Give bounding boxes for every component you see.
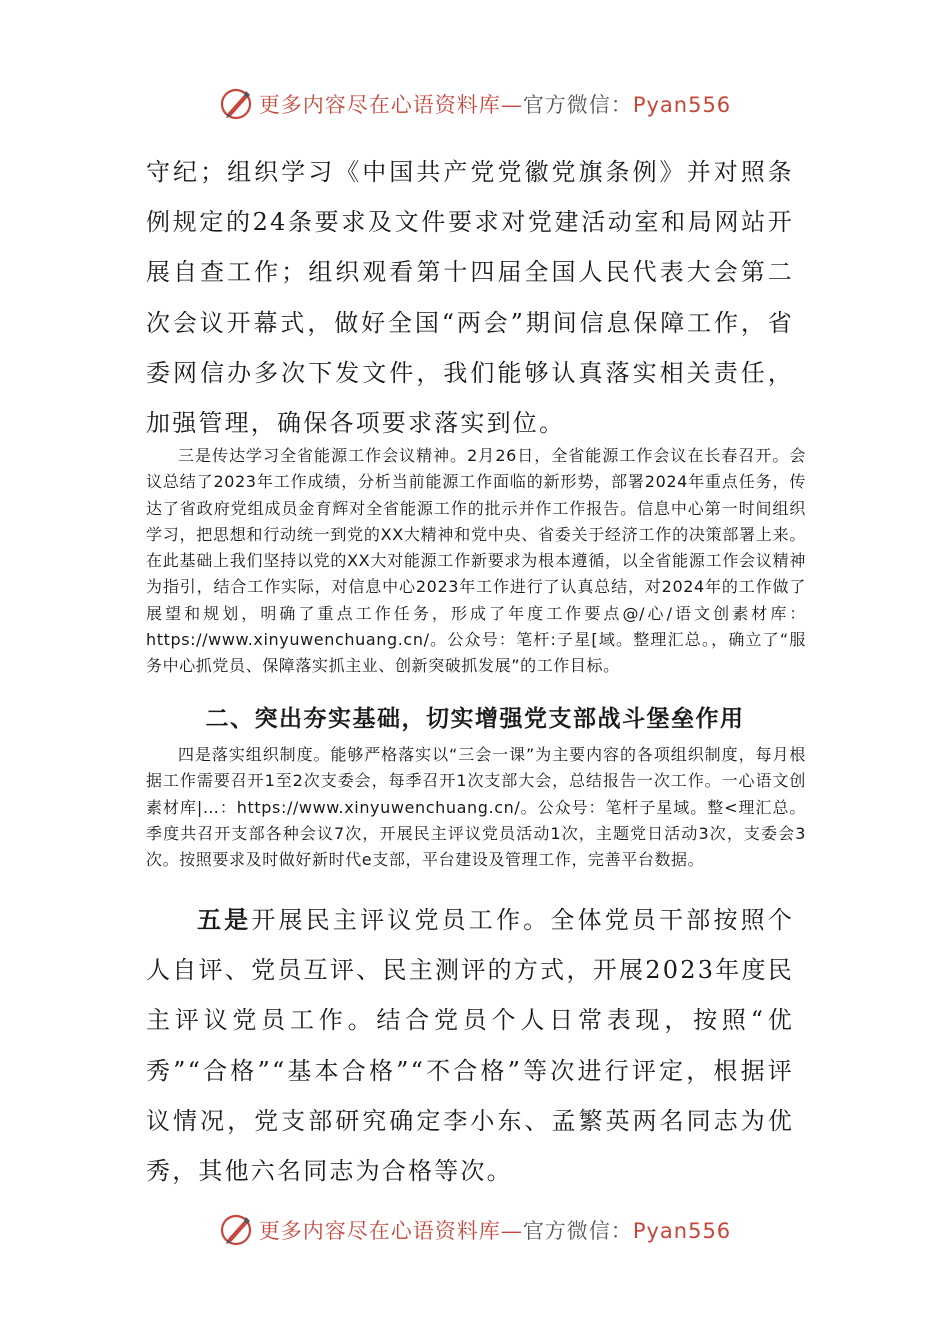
paragraph-organization-system: 四是落实组织制度。能够严格落实以“三会一课”为主要内容的各项组织制度，每月根据工作需要召开1至2次支委会，每季召开1次支部大会，总结报告一次工作。一心语文创素材库|…：https://www.xinyuwenchuang.cn/。公众号：笔杆子星域。整<理汇总。季度共召开支部各种会议7次，开展民主评议党员活动1次，主题党日活动3次，支委会3次。按照要求及时做好新时代e支部，平台建设及管理工作，完善平台数据。 (146, 745, 806, 870)
section-heading: 二、突出夯实基础，切实增强党支部战斗堡垒作用 (205, 705, 745, 732)
paragraph-discipline: 守纪；组织学习《中国共产党党徽党旗条例》并对照条例规定的24条要求及文件要求对党建活动室和局网站开展自查工作；组织观看第十四届全国人民代表大会第二次会议开幕式，做好全国“两会”期间信息保障工作，省委网信办多次下发文件，我们能够认真落实相关责任，加强管理，确保各项要求落实到位。 (146, 158, 794, 438)
banner-text (259, 89, 731, 119)
banner-text (259, 1215, 731, 1245)
banner-prefix: 更多内容尽在心语资料库 (258, 93, 501, 117)
footer-banner (0, 1208, 950, 1252)
pen-logo-icon (219, 1212, 255, 1248)
banner-wechat-id: Pyan556 (632, 1219, 732, 1243)
banner-wechat-id: Pyan556 (632, 93, 732, 117)
banner-dash: — (500, 93, 523, 117)
banner-prefix: 更多内容尽在心语资料库 (258, 1219, 501, 1243)
paragraph-lead: 五是 (196, 905, 252, 934)
paragraph-democratic-review (146, 895, 794, 1196)
paragraph-body: 开展民主评议党员工作。全体党员干部按照个人自评、党员互评、民主测评的方式，开展2023年度民主评议党员工作。结合党员个人日常表现，按照“优秀”“合格”“基本合格”“不合格”等次进行评定，根据评议情况，党支部研究确定李小东、孟繁英两名同志为优秀，其他六名同志为合格等次。 (146, 906, 795, 1186)
banner-wechat-label: 官方微信： (522, 93, 633, 117)
header-banner (0, 82, 950, 126)
paragraph-energy-meeting: 三是传达学习全省能源工作会议精神。2月26日，全省能源工作会议在长春召开。会议总结了2023年工作成绩，分析当前能源工作面临的新形势，部署2024年重点任务，传达了省政府党组成员金育辉对全省能源工作的批示并作工作报告。信息中心第一时间组织学习，把思想和行动统一到党的XX大精神和党中央、省委关于经济工作的决策部署上来。在此基础上我们坚持以党的XX大对能源工作新要求为根本遵循，以全省能源工作会议精神为指引，结合工作实际，对信息中心2023年工作进行了认真总结，对2024年的工作做了展望和规划，明确了重点工作任务，形成了年度工作要点@/心/语文创素材库：https://www.xinyuwenchuang.cn/。公众号：笔杆:子星[域。整理汇总。，确立了“服务中心抓党员、保障落实抓主业、创新突破抓发展”的工作目标。 (146, 446, 806, 676)
banner-wechat-label: 官方微信： (522, 1219, 633, 1243)
pen-logo-icon (219, 86, 255, 122)
banner-dash: — (500, 1219, 523, 1243)
